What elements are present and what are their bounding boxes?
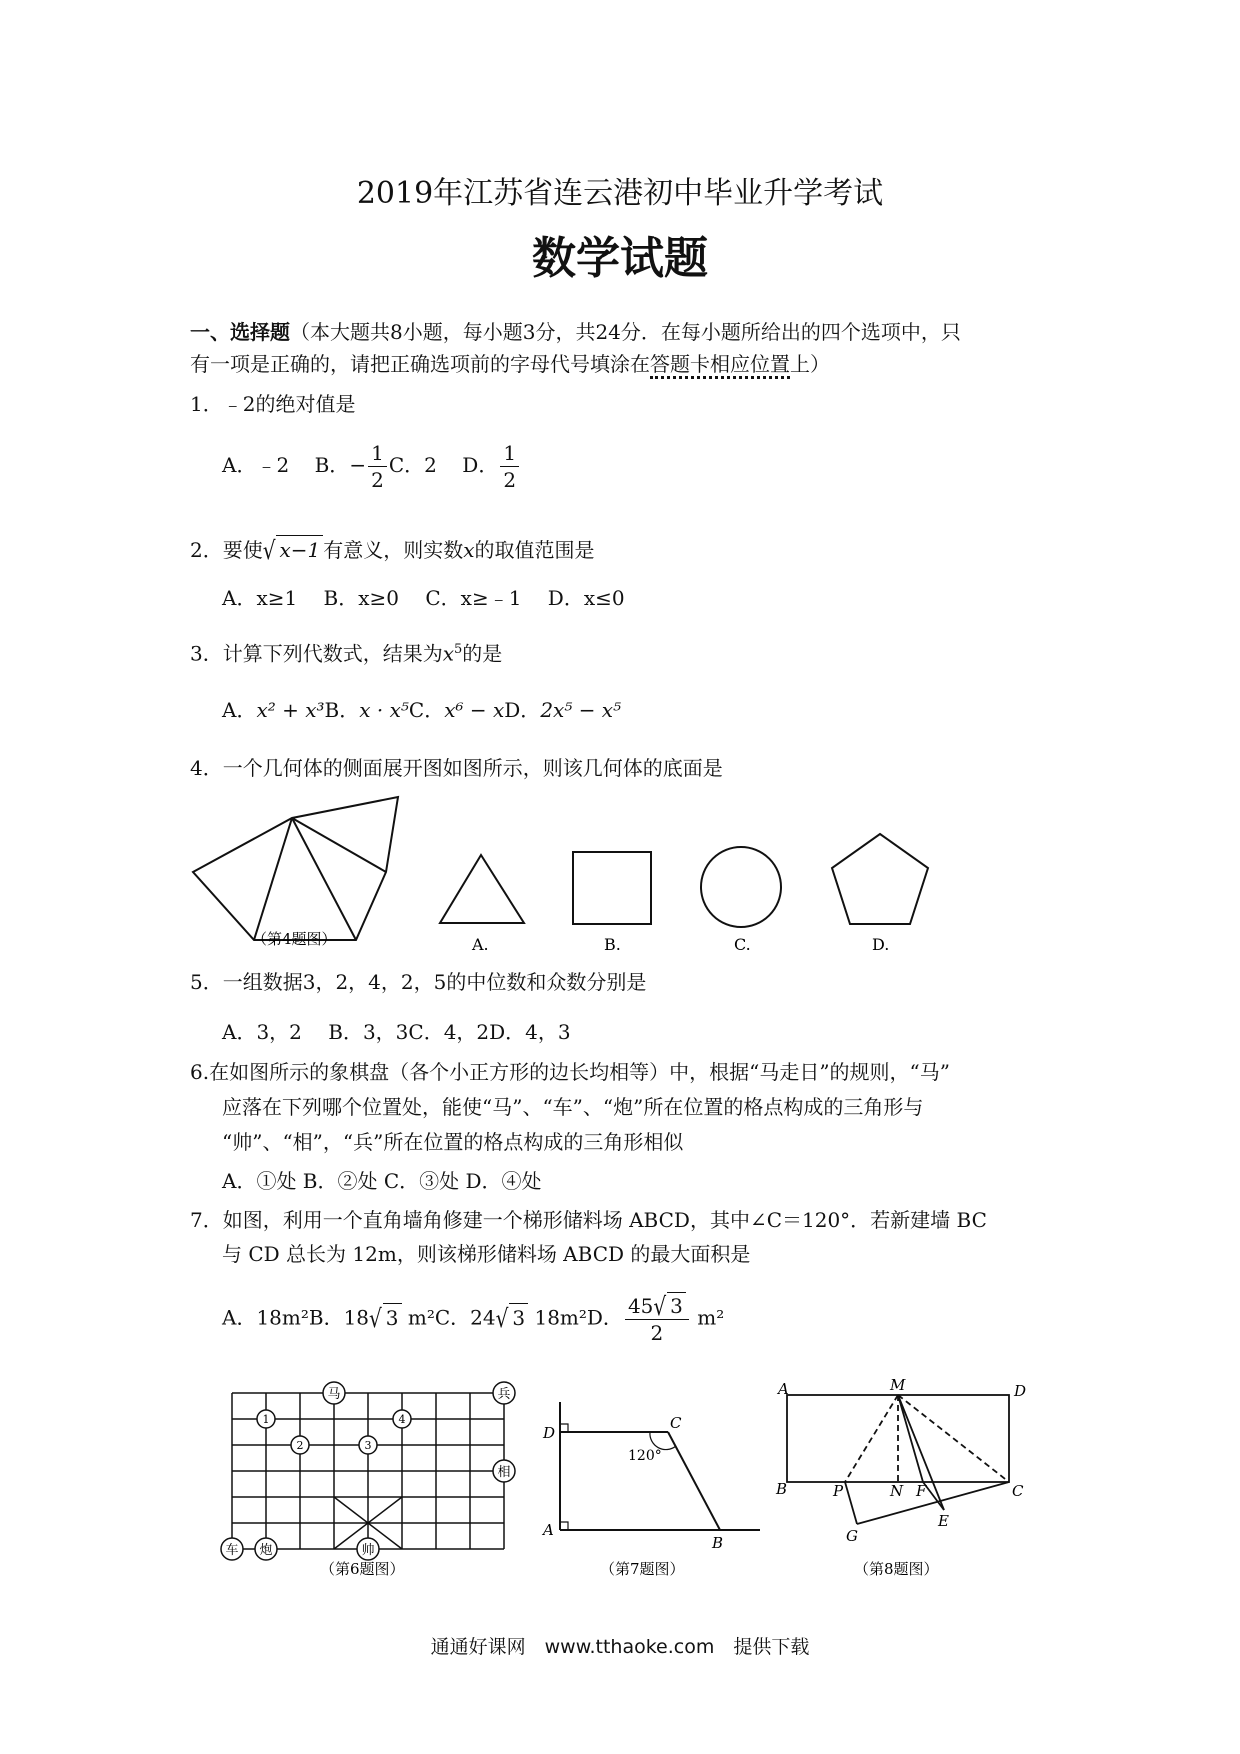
fig8-label-p: P — [833, 1482, 844, 1500]
option-d-num-coef: 45 — [627, 1294, 654, 1318]
folded-rectangle-figure — [787, 1395, 1009, 1524]
label-d: D. — [872, 935, 890, 954]
option-b-expr: x · x⁵ — [359, 698, 409, 722]
option-a: A．18m²B． — [222, 1305, 344, 1330]
section-instructions-line2 — [190, 350, 830, 378]
question-text: 要使 — [222, 538, 263, 562]
fig7-label-a: A — [543, 1521, 554, 1539]
fig8-label-e: E — [938, 1512, 949, 1530]
fig8-label-b: B — [776, 1480, 788, 1498]
label-a: A. — [472, 935, 489, 954]
fig8-label-d: D — [1014, 1382, 1027, 1400]
fig4-caption: （第4题图） — [252, 930, 337, 948]
question-text: 的取值范围是 — [474, 538, 595, 562]
question-number: 2． — [190, 538, 223, 562]
question-text: 有意义，则实数 — [323, 538, 464, 562]
piece-bing: 兵 — [497, 1387, 511, 1402]
fig8-label-m: M — [890, 1376, 906, 1394]
question-1-options — [222, 440, 521, 493]
label-b: B. — [604, 935, 621, 954]
radicand: x−1 — [276, 535, 323, 564]
option-b-radicand: 3 — [383, 1303, 402, 1332]
question-6-line2: 应落在下列哪个位置处，能使“马”、“车”、“炮”所在位置的格点构成的三角形与 — [222, 1095, 924, 1119]
option-d-label: D． — [462, 453, 499, 477]
option-c: C．2 — [388, 453, 437, 477]
question-3-options — [222, 696, 621, 724]
lateral-net-figure — [193, 797, 398, 940]
variable: x — [463, 538, 475, 562]
question-text: 在如图所示的象棋盘（各个小正方形的边长均相等）中，根据“马走日”的规则，“马” — [209, 1060, 950, 1084]
section-instructions-line1 — [190, 318, 961, 346]
question-1-stem — [190, 390, 355, 418]
question-7-line2: 与 CD 总长为 12m，则该梯形储料场 ABCD 的最大面积是 — [222, 1242, 751, 1266]
option-c-radicand: 3 — [509, 1303, 528, 1332]
question-text: 如图，利用一个直角墙角修建一个梯形储料场 ABCD，其中∠C＝120°．若新建墙 BC — [222, 1208, 987, 1232]
section-instr-b1: 有一项是正确的，请把正确选项前的字母代号填涂在 — [190, 352, 650, 376]
question-4-stem — [190, 754, 723, 782]
option-c-unit: 18m²D． — [528, 1305, 623, 1330]
position-2-number: 2 — [296, 1439, 304, 1452]
option-d-unit: m² — [690, 1305, 725, 1330]
question-number: 1． — [190, 392, 223, 416]
pentagon-shape — [832, 834, 928, 924]
figures-row — [215, 1372, 1065, 1582]
position-3-number: 3 — [364, 1439, 372, 1452]
position-1-number: 1 — [262, 1413, 270, 1426]
question-2-stem — [190, 535, 595, 564]
option-c-coef: 24 — [470, 1305, 496, 1330]
question-number: 5． — [190, 970, 223, 994]
footer-source: 通通好课网 www.tthaoke.com 提供下载 — [430, 1636, 810, 1658]
question-3-stem — [190, 636, 502, 668]
fig8-label-a: A — [778, 1380, 789, 1398]
option-b-coef: 18 — [343, 1305, 370, 1330]
question-6-options: A．①处 B．②处 C．③处 D．④处 — [222, 1169, 542, 1193]
fig7-caption: （第7题图） — [600, 1560, 685, 1578]
piece-xiang: 相 — [497, 1465, 511, 1480]
fig7-label-c: C — [670, 1414, 682, 1432]
exponent: 5 — [454, 642, 463, 657]
question-number: 6. — [190, 1060, 210, 1084]
option-b-sign: − — [349, 453, 367, 477]
position-4-number: 4 — [398, 1413, 406, 1426]
exam-subtitle: 数学试题 — [532, 233, 708, 284]
piece-pao: 炮 — [259, 1543, 273, 1558]
section-instr-emphasis: 答题卡相应位置 — [650, 352, 790, 379]
fig7-angle-label: 120° — [628, 1448, 662, 1464]
radical-sign: √ — [495, 1302, 509, 1333]
piece-shuai: 帅 — [361, 1543, 375, 1558]
option-c-expr: x⁶ − x — [444, 698, 505, 722]
question-2-options: A．x≥1 B．x≥0 C．x≥﹣1 D．x≤0 — [222, 586, 625, 610]
section-instr-a: （本大题共8小题，每小题3分，共24分．在每小题所给出的四个选项中，只 — [290, 320, 961, 344]
question-6-line3: “帅”、“相”，“兵”所在位置的格点构成的三角形相似 — [222, 1130, 684, 1154]
question-5-options: A．3，2 B．3，3C．4，2D．4，3 — [222, 1020, 571, 1044]
fig8-label-c: C — [1012, 1482, 1024, 1500]
question-text: 计算下列代数式，结果为 — [222, 641, 443, 666]
question-4-figure — [185, 790, 945, 960]
label-c: C. — [734, 935, 751, 954]
question-text: 一个几何体的侧面展开图如图所示，则该几何体的底面是 — [222, 756, 723, 780]
fig8-label-n: N — [890, 1482, 904, 1500]
fig7-label-d: D — [543, 1424, 556, 1442]
section-instr-b2: 上） — [790, 352, 830, 376]
option-d-fraction: $\frac{45√ 3}{2}$ — [625, 1292, 689, 1346]
square-shape — [573, 852, 651, 924]
circle-shape — [701, 847, 781, 927]
option-b-unit: m²C． — [401, 1305, 471, 1330]
option-d-den: 2 — [650, 1321, 664, 1345]
option-b: B． — [324, 698, 360, 722]
question-7-options — [222, 1292, 724, 1346]
piece-che: 车 — [225, 1543, 239, 1558]
variable: x — [442, 641, 455, 666]
option-b-label: B． — [314, 453, 350, 477]
option-c: C． — [408, 698, 445, 722]
question-number: 3． — [190, 641, 223, 666]
question-text: ﹣2的绝对值是 — [222, 392, 356, 416]
section-heading: 一、选择题 — [190, 320, 290, 344]
fig7-label-b: B — [712, 1534, 724, 1552]
option-d-fraction: $\frac{1}{2}$ — [500, 440, 519, 493]
option-d-num-radicand: 3 — [667, 1292, 686, 1319]
option-a: A．﹣2 — [222, 453, 290, 477]
radical-sign: √ — [369, 1302, 382, 1333]
fig8-caption: （第8题图） — [854, 1560, 939, 1578]
option-a: A． — [222, 698, 257, 722]
question-text: 一组数据3，2，4，2，5的中位数和众数分别是 — [222, 970, 647, 994]
option-d: D． — [504, 698, 541, 722]
option-b-fraction: $\frac{1}{2}$ — [368, 440, 387, 493]
fig8-label-g: G — [846, 1527, 858, 1545]
question-number: 4． — [190, 756, 223, 780]
triangle-shape — [440, 855, 524, 923]
fig8-label-f: F — [916, 1482, 927, 1500]
radical-sign: √ — [262, 535, 276, 565]
question-text: 的是 — [462, 641, 503, 666]
piece-ma: 马 — [327, 1387, 341, 1402]
option-a-expr: x² + x³ — [256, 698, 325, 722]
option-d-expr: 2x⁵ − x⁵ — [540, 698, 622, 722]
chessboard-figure — [221, 1382, 515, 1560]
question-7-line1 — [190, 1206, 987, 1234]
question-number: 7． — [190, 1208, 223, 1232]
question-5-stem — [190, 968, 646, 996]
trapezoid-figure — [560, 1402, 760, 1530]
question-6-line1 — [190, 1058, 950, 1086]
exam-title: 2019年江苏省连云港初中毕业升学考试 — [356, 176, 884, 211]
fig6-caption: （第6题图） — [320, 1560, 405, 1578]
